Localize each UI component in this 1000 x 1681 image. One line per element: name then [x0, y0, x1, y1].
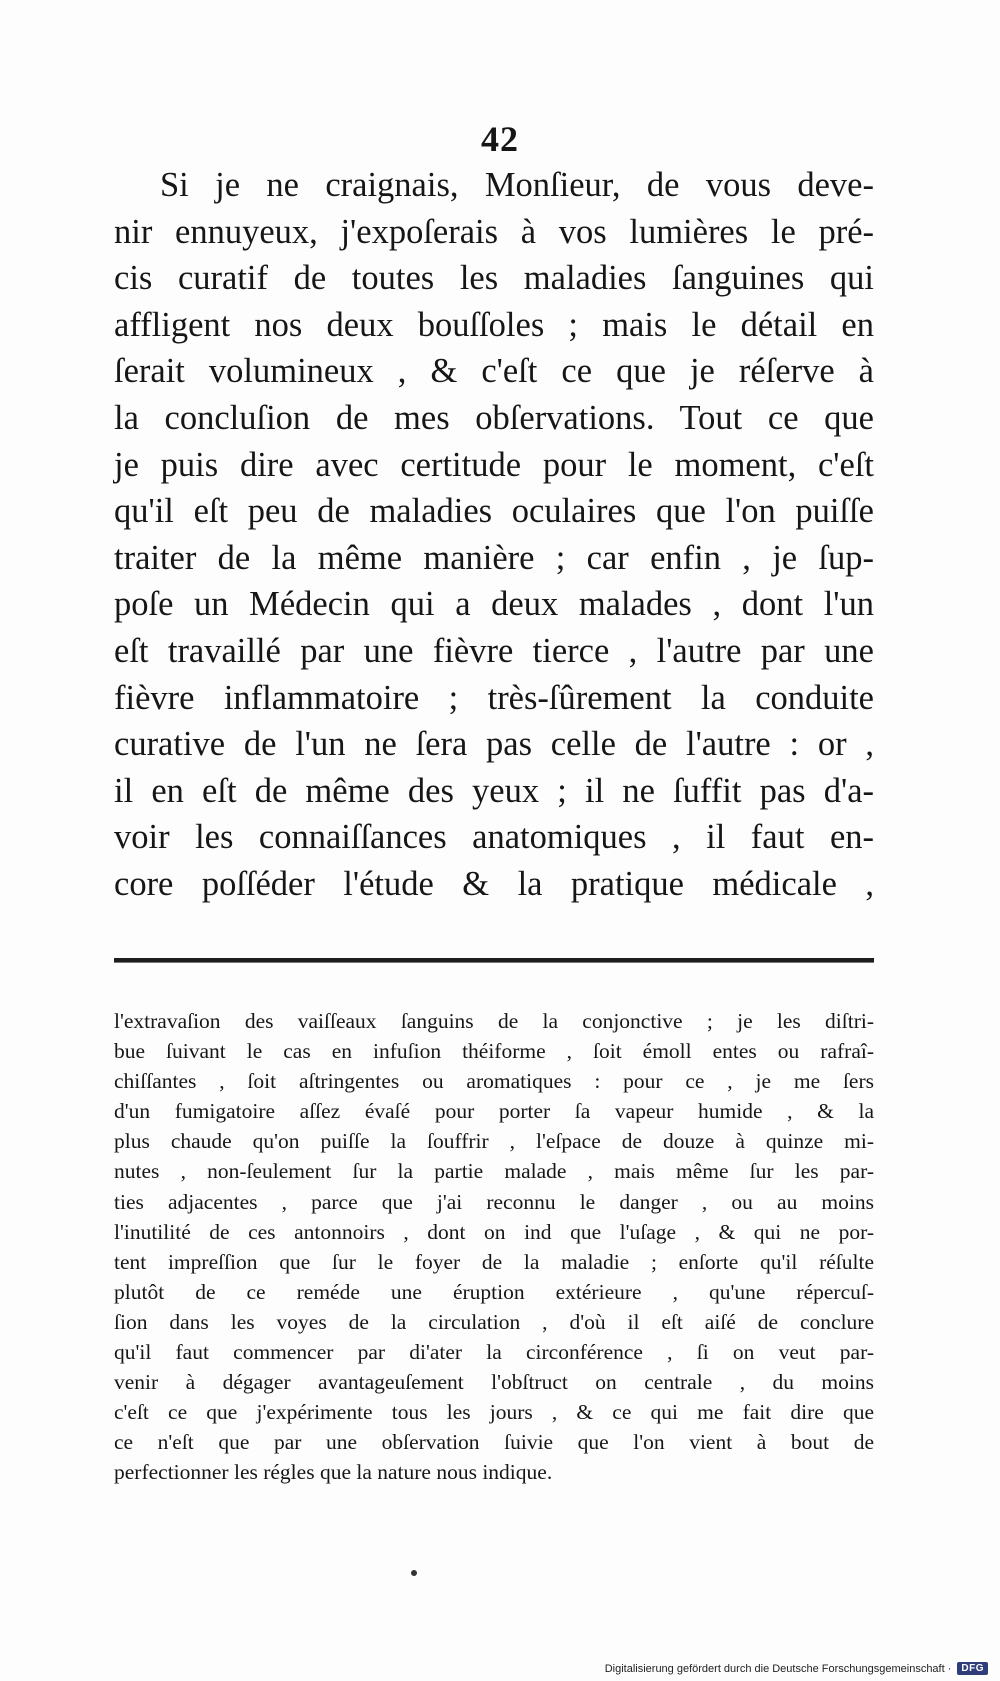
main-text-line: cis curatif de toutes les maladies ſanguines qui [114, 259, 874, 298]
main-text-line: qu'il eſt peu de maladies oculaires que l'on puiſſe [114, 492, 874, 531]
main-text-line: poſe un Médecin qui a deux malades , dont l'un [114, 585, 874, 624]
footnote-line: plus chaude qu'on puiſſe la ſouffrir , l'eſpace de douze à quinze mi- [114, 1129, 874, 1154]
main-text-line: fièvre inflammatoire ; très-ſûrement la conduite [114, 678, 874, 717]
main-text-line: voir les connaiſſances anatomiques , il faut en- [114, 818, 874, 857]
digitization-credit [605, 1662, 988, 1675]
footnote-line: ties adjacentes , parce que j'ai reconnu le danger , ou au moins [114, 1189, 874, 1214]
main-text-line: core poſſéder l'étude & la pratique médicale , [114, 864, 874, 903]
main-text-line: ſerait volumineux , & c'eſt ce que je réſerve à [114, 352, 874, 391]
footnote-line: d'un fumigatoire aſſez évaſé pour porter ſa vapeur humide , & la [114, 1099, 874, 1124]
footnote-line: ſion dans les voyes de la circulation , d'où il eſt aiſé de conclure [114, 1309, 874, 1334]
main-text-block [114, 162, 874, 908]
footnote-line: chiſſantes , ſoit aſtringentes ou aromatiques : pour ce , je me ſers [114, 1069, 874, 1094]
credit-text: Digitalisierung gefördert durch die Deutsche Forschungsgemeinschaft · [604, 1662, 952, 1675]
dfg-logo-icon: DFG [957, 1662, 988, 1675]
main-text-line: il en eſt de même des yeux ; il ne ſuffit pas d'a- [114, 771, 874, 810]
footnote-divider-rule [114, 958, 874, 963]
footnote-line: venir à dégager avantageuſement l'obſtruct on centrale , du moins [114, 1370, 874, 1395]
footnote-line: nutes , non-ſeulement ſur la partie malade , mais même ſur les par- [114, 1159, 874, 1184]
footnote-line: l'extravaſion des vaiſſeaux ſanguins de la conjonctive ; je les diſtri- [114, 1009, 874, 1033]
footnote-line: perfectionner les régles que la nature nous indique. [114, 1460, 553, 1485]
footnote-line: l'inutilité de ces antonnoirs , dont on ind que l'uſage , & qui ne por- [114, 1219, 874, 1244]
page-number: 42 [481, 119, 519, 159]
footnote-line: bue ſuivant le cas en infuſion théiforme , ſoit émoll entes ou rafraî- [114, 1039, 874, 1064]
footnote-line: qu'il faut commencer par di'ater la circonférence , ſi on veut par- [114, 1340, 874, 1365]
main-text-line: curative de l'un ne ſera pas celle de l'autre : or , [114, 725, 874, 764]
footnote-line: plutôt de ce reméde une éruption extérieure , qu'une répercuſ- [114, 1279, 874, 1304]
main-text-line: eſt travaillé par une fièvre tierce , l'autre par une [114, 631, 874, 670]
main-text-line: traiter de la même manière ; car enfin , je ſup- [114, 538, 874, 577]
footnote-line: tent impreſſion que ſur le foyer de la maladie ; enſorte qu'il réſulte [114, 1249, 874, 1274]
main-text-line: la concluſion de mes obſervations. Tout ce que [114, 398, 874, 437]
main-text-line: affligent nos deux bouſſoles ; mais le détail en [114, 305, 874, 344]
main-text-line: nir ennuyeux, j'expoſerais à vos lumières le pré- [114, 212, 874, 251]
main-text-line: je puis dire avec certitude pour le moment, c'eſt [114, 445, 874, 484]
footnote-line: ce n'eſt que par une obſervation ſuivie que l'on vient à bout de [114, 1430, 874, 1455]
footnote-line: c'eſt ce que j'expérimente tous les jours , & ce qui me fait dire que [114, 1400, 874, 1425]
ink-dot [411, 1570, 417, 1576]
footnote-text-block [114, 1006, 874, 1488]
main-text-line: Si je ne craignais, Monſieur, de vous deve- [160, 166, 874, 204]
